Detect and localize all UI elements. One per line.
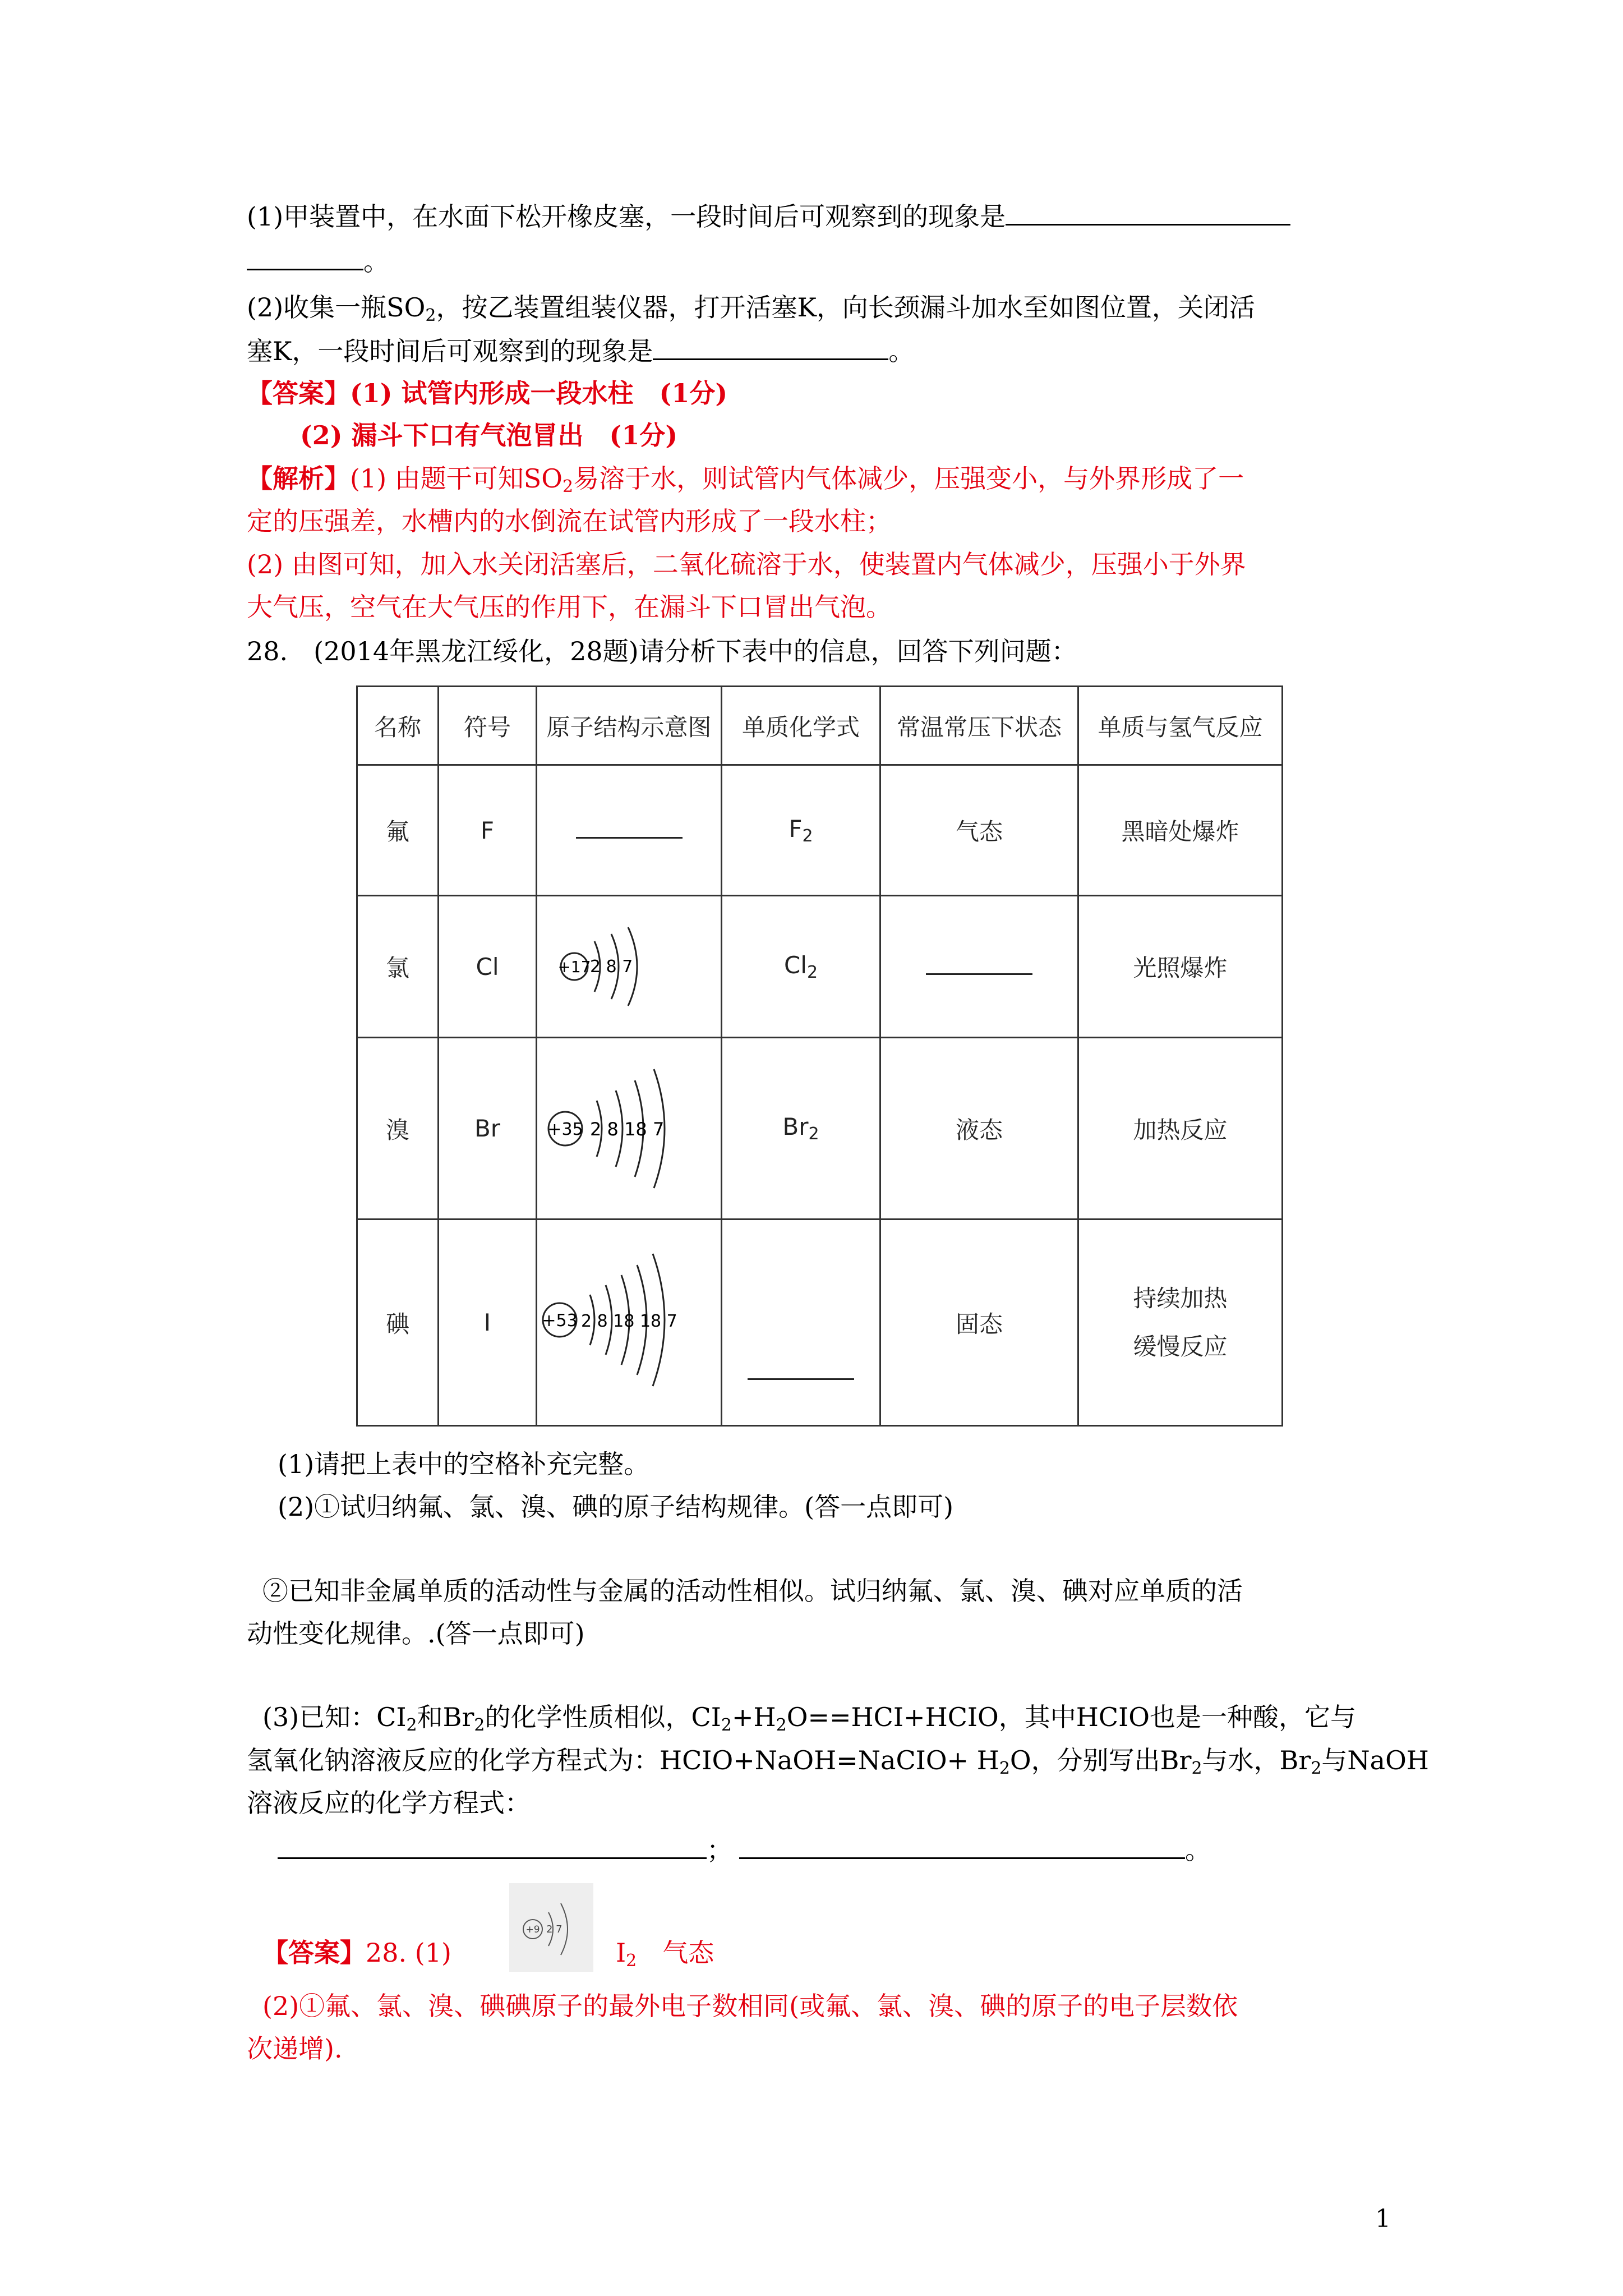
- table-row: [357, 1220, 1283, 1426]
- equation-blank-1[interactable]: [278, 1833, 707, 1859]
- svg-text:2 8 7: 2 8 7: [589, 957, 633, 977]
- page-number: 1: [1375, 2205, 1391, 2233]
- formula: $F_2$: [722, 765, 880, 896]
- element-name: 氯: [357, 896, 439, 1038]
- formula: $Cl_2$: [722, 896, 880, 1038]
- q27-analysis-2-cont: 大气压，空气在大气压的作用下，在漏斗下口冒出气泡。: [247, 592, 892, 622]
- q28-sub3-blanks: ； 。: [278, 1830, 1211, 1870]
- formula: $Br_2$: [722, 1038, 880, 1220]
- q28-sub2-1: (2)①试归纳氟、氯、溴、碘的原子结构规律。(答一点即可): [278, 1492, 954, 1522]
- table-row: [357, 896, 1283, 1038]
- svg-text:2 8 18 18 7: 2 8 18 18 7: [580, 1311, 677, 1331]
- element-symbol: F: [439, 765, 537, 896]
- element-name: 溴: [357, 1038, 439, 1220]
- header-symbol: 符号: [439, 687, 537, 765]
- halogen-table: [356, 685, 1283, 1427]
- svg-text:+9: +9: [525, 1924, 540, 1935]
- atom-structure-diagram: [537, 1220, 722, 1426]
- q28-sub2-2: ②已知非金属单质的活动性与金属的活动性相似。试归纳氟、氯、溴、碘对应单质的活: [262, 1576, 1243, 1606]
- atom-structure-diagram: [537, 1038, 722, 1220]
- q27-part2-cont: 塞K，一段时间后可观察到的现象是 。: [247, 331, 914, 371]
- header-structure: 原子结构示意图: [537, 687, 722, 765]
- svg-text:+17: +17: [557, 958, 591, 976]
- fluorine-structure-image: [509, 1883, 593, 1972]
- element-symbol: I: [439, 1220, 537, 1426]
- q28-answer-2: (2)①氟、氯、溴、碘碘原子的最外电子数相同(或氟、氯、溴、碘的原子的电子层数依: [262, 1991, 1238, 2021]
- q28-sub1: (1)请把上表中的空格补充完整。: [278, 1449, 650, 1479]
- answer-blank[interactable]: [1006, 199, 1290, 226]
- reaction: 黑暗处爆炸: [1078, 765, 1283, 896]
- q28-stem: 28. (2014年黑龙江绥化，28题)请分析下表中的信息，回答下列问题：: [247, 636, 1077, 666]
- q28-sub2-2-cont: 动性变化规律。.(答一点即可): [247, 1618, 585, 1649]
- header-name: 名称: [357, 687, 439, 765]
- element-symbol: Cl: [439, 896, 537, 1038]
- table-row: [357, 765, 1283, 896]
- state: 气态: [880, 765, 1078, 896]
- state: 液态: [880, 1038, 1078, 1220]
- table-row: [357, 1038, 1283, 1220]
- header-reaction: 单质与氢气反应: [1078, 687, 1283, 765]
- answer-blank[interactable]: [653, 334, 888, 360]
- svg-text:+35: +35: [547, 1119, 583, 1139]
- q27-part1: [247, 196, 1290, 237]
- answer-blank[interactable]: [247, 244, 363, 270]
- q27-analysis-2: (2) 由图可知，加入水关闭活塞后，二氧化硫溶于水，使装置内气体减少，压强小于外界: [247, 549, 1246, 579]
- svg-text:2 8 18 7: 2 8 18 7: [589, 1118, 664, 1140]
- header-formula: 单质化学式: [722, 687, 880, 765]
- q27-part1-text: (1)甲装置中，在水面下松开橡皮塞，一段时间后可观察到的现象是: [247, 201, 1006, 232]
- q27-part1-cont: 。: [247, 241, 389, 282]
- q28-sub3: (3)已知：$CI_2$和$Br_2$的化学性质相似，$CI_2+H_2O==HCI+HCIO$，其中HCIO也是一种酸，它与: [262, 1702, 1356, 1735]
- q28-sub3-line2: 氢氧化钠溶液反应的化学方程式为：HCIO+NaOH=NaCIO+ $H_2O$，分别写出$Br_2$与水，$Br_2$与NaOH: [247, 1745, 1429, 1778]
- equation-blank-2[interactable]: [739, 1833, 1185, 1859]
- atom-structure-diagram: [537, 896, 722, 1038]
- state-blank[interactable]: [880, 896, 1078, 1038]
- q27-answer-2: (2) 漏斗下口有气泡冒出 (1分): [300, 420, 678, 450]
- table-header-row: [357, 687, 1283, 765]
- svg-text:+53: +53: [541, 1310, 578, 1331]
- q27-analysis-cont: 定的压强差，水槽内的水倒流在试管内形成了一段水柱；: [247, 506, 892, 536]
- header-state: 常温常压下状态: [880, 687, 1078, 765]
- q28-sub3-line3: 溶液反应的化学方程式：: [247, 1788, 531, 1818]
- structure-blank[interactable]: [537, 765, 722, 896]
- q28-answer-formula: $I_2$ 气态: [616, 1938, 714, 1971]
- reaction: 持续加热 缓慢反应: [1078, 1220, 1283, 1426]
- reaction: 加热反应: [1078, 1038, 1283, 1220]
- q28-answer: 【答案】28. (1): [262, 1938, 451, 1968]
- element-symbol: Br: [439, 1038, 537, 1220]
- state: 固态: [880, 1220, 1078, 1426]
- q27-answer: 【答案】(1) 试管内形成一段水柱 (1分): [247, 378, 728, 408]
- reaction: 光照爆炸: [1078, 896, 1283, 1038]
- q28-answer-2-cont: 次递增).: [247, 2033, 343, 2064]
- svg-text:2 7: 2 7: [546, 1924, 562, 1935]
- q27-analysis: 【解析】(1) 由题干可知$SO_2$易溶于水，则试管内气体减少，压强变小，与外界形成了一: [247, 463, 1244, 496]
- formula-blank[interactable]: [722, 1220, 880, 1426]
- element-name: 碘: [357, 1220, 439, 1426]
- element-name: 氟: [357, 765, 439, 896]
- q27-part2: (2)收集一瓶$SO_2$，按乙装置组装仪器，打开活塞K，向长颈漏斗加水至如图位置，关闭活: [247, 292, 1255, 325]
